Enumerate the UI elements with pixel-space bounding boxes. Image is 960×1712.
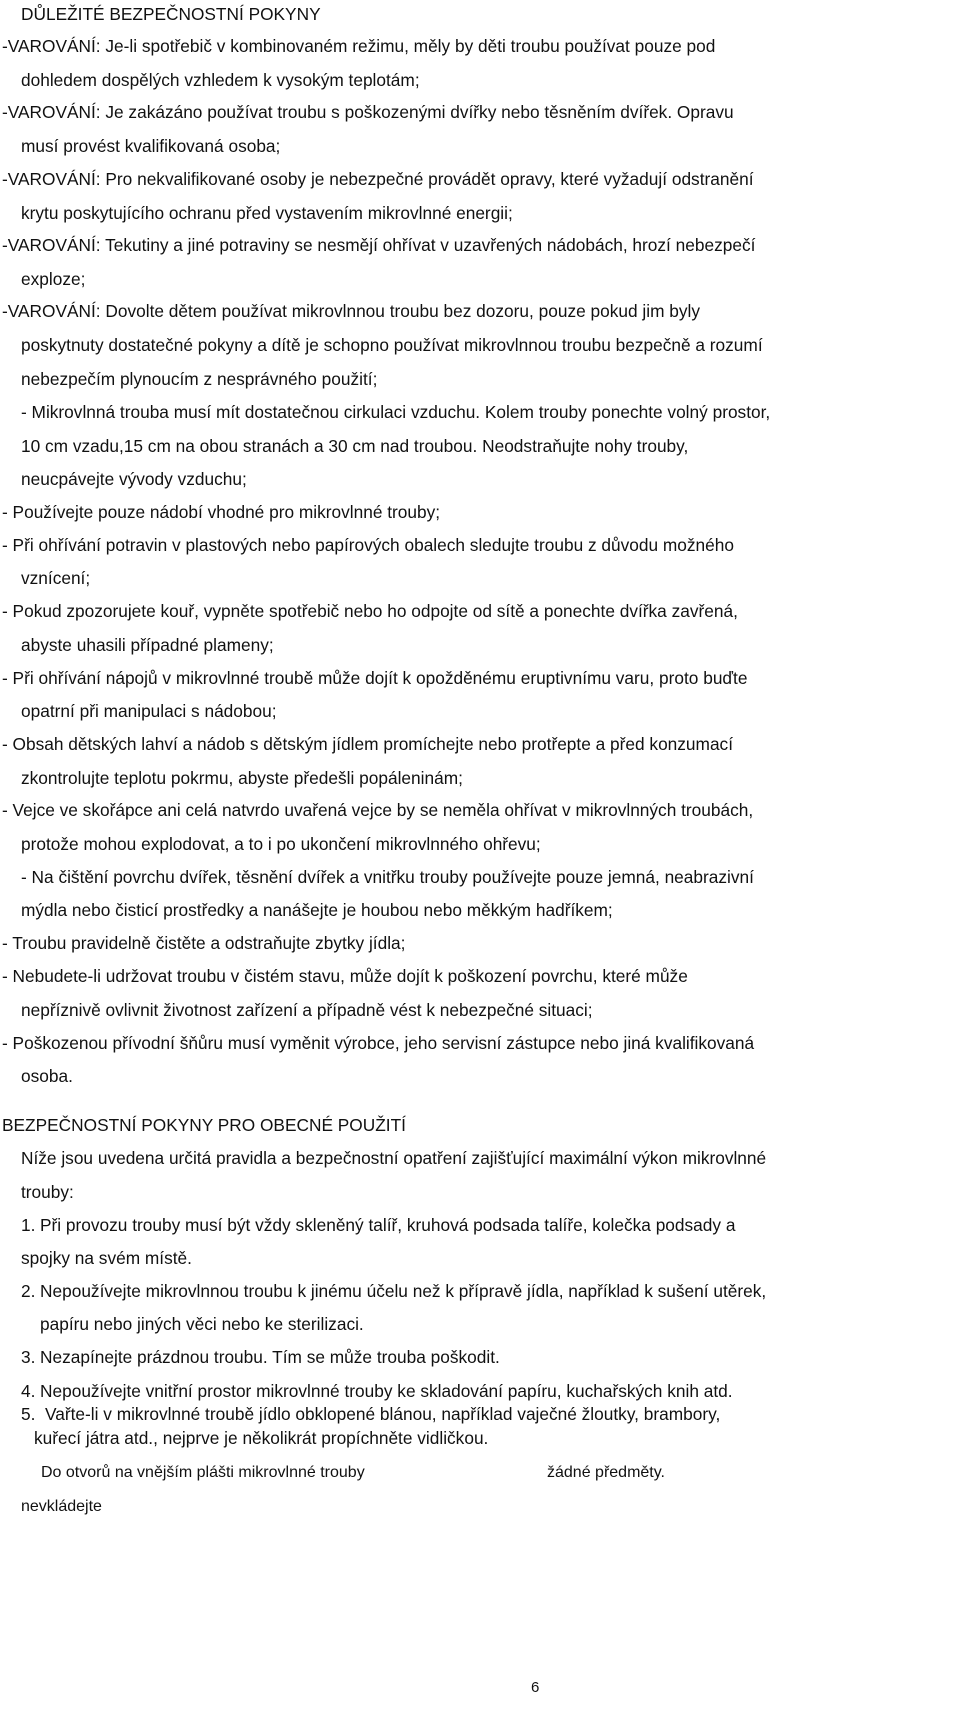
intro-line: Níže jsou uvedena určitá pravidla a bezpečnostní opatření zajišťující maximální výkon mikrovlnné bbox=[21, 1148, 767, 1168]
list-item-text: kuřecí játra atd., nejprve je několikrát propíchněte vidličkou. bbox=[34, 1428, 489, 1448]
text-line: - Troubu pravidelně čistěte a odstraňujte zbytky jídla; bbox=[2, 933, 406, 953]
text-line: zkontrolujte teplotu pokrmu, abyste předešli popáleninám; bbox=[21, 768, 463, 788]
text-line: abyste uhasili případné plameny; bbox=[21, 635, 274, 655]
list-item-number: 4. bbox=[21, 1381, 36, 1401]
text-line: exploze; bbox=[21, 269, 86, 289]
list-item-text: Nepoužívejte mikrovlnnou troubu k jinému účelu než k přípravě jídla, například k sušení utěrek, bbox=[40, 1281, 767, 1301]
note-text: žádné předměty. bbox=[547, 1464, 665, 1481]
text-line: mýdla nebo čisticí prostředky a nanášejte je houbou nebo měkkým hadříkem; bbox=[21, 900, 613, 920]
list-item-number: 2. bbox=[21, 1281, 36, 1301]
text-line: nepříznivě ovlivnit životnost zařízení a případně vést k nebezpečné situaci; bbox=[21, 1000, 593, 1020]
note-text: Do otvorů na vnějším plášti mikrovlnné trouby bbox=[41, 1464, 365, 1481]
text-line: -VAROVÁNÍ: Pro nekvalifikované osoby je nebezpečné provádět opravy, které vyžadují odstranění bbox=[2, 169, 754, 189]
list-item-number: 3. bbox=[21, 1347, 36, 1367]
list-item-text: spojky na svém místě. bbox=[21, 1248, 192, 1268]
text-line: dohledem dospělých vzhledem k vysokým teplotám; bbox=[21, 70, 420, 90]
list-item-number: 1. bbox=[21, 1215, 36, 1235]
text-line: 10 cm vzadu,15 cm na obou stranách a 30 cm nad troubou. Neodstraňujte nohy trouby, bbox=[21, 436, 689, 456]
list-item-text: Při provozu trouby musí být vždy skleněný talíř, kruhová podsada talíře, kolečka podsady a bbox=[40, 1215, 736, 1235]
page-number: 6 bbox=[531, 1679, 540, 1696]
text-line: -VAROVÁNÍ: Je zakázáno používat troubu s poškozenými dvířky nebo těsněním dvířek. Opravu bbox=[2, 102, 734, 122]
text-line: - Používejte pouze nádobí vhodné pro mikrovlnné trouby; bbox=[2, 502, 441, 522]
text-line: krytu poskytujícího ochranu před vystavením mikrovlnné energii; bbox=[21, 203, 513, 223]
text-line: - Obsah dětských lahví a nádob s dětským jídlem promíchejte nebo protřepte a před konzumací bbox=[2, 734, 733, 754]
text-line: - Při ohřívání nápojů v mikrovlnné troubě může dojít k opožděnému eruptivnímu varu, proto buďte bbox=[2, 668, 748, 688]
text-line: -VAROVÁNÍ: Dovolte dětem používat mikrovlnnou troubu bez dozoru, pouze pokud jim byly bbox=[2, 301, 700, 321]
text-line: protože mohou explodovat, a to i po ukončení mikrovlnného ohřevu; bbox=[21, 834, 541, 854]
text-line: - Nebudete-li udržovat troubu v čistém stavu, může dojít k poškození povrchu, které může bbox=[2, 966, 688, 986]
text-line: - Na čištění povrchu dvířek, těsnění dvířek a vnitřku trouby používejte pouze jemná, neabrazivní bbox=[21, 867, 754, 887]
text-line: osoba. bbox=[21, 1066, 73, 1086]
note-text: nevkládejte bbox=[21, 1498, 102, 1515]
section-heading-general-use: BEZPEČNOSTNÍ POKYNY PRO OBECNÉ POUŽITÍ bbox=[2, 1115, 406, 1135]
text-line: - Vejce ve skořápce ani celá natvrdo uvařená vejce by se neměla ohřívat v mikrovlnných troubách, bbox=[2, 800, 754, 820]
text-line: opatrní při manipulaci s nádobou; bbox=[21, 701, 277, 721]
text-line: neucpávejte vývody vzduchu; bbox=[21, 469, 247, 489]
text-line: - Mikrovlnná trouba musí mít dostatečnou cirkulaci vzduchu. Kolem trouby ponechte volný prostor, bbox=[21, 402, 771, 422]
text-line: poskytnuty dostatečné pokyny a dítě je schopno používat mikrovlnnou troubu bezpečně a rozumí bbox=[21, 335, 763, 355]
text-line: -VAROVÁNÍ: Tekutiny a jiné potraviny se nesmějí ohřívat v uzavřených nádobách, hrozí nebezpečí bbox=[2, 235, 756, 255]
section-heading-important-safety: DŮLEŽITÉ BEZPEČNOSTNÍ POKYNY bbox=[21, 4, 321, 24]
text-line: -VAROVÁNÍ: Je-li spotřebič v kombinovaném režimu, měly by děti troubu používat pouze pod bbox=[2, 36, 716, 56]
text-line: nebezpečím plynoucím z nesprávného použití; bbox=[21, 369, 378, 389]
text-line: - Pokud zpozorujete kouř, vypněte spotřebič nebo ho odpojte od sítě a ponechte dvířka zavřená, bbox=[2, 601, 738, 621]
text-line: - Při ohřívání potravin v plastových nebo papírových obalech sledujte troubu z důvodu možného bbox=[2, 535, 735, 555]
text-line: vznícení; bbox=[21, 568, 91, 588]
list-item-text: Nezapínejte prázdnou troubu. Tím se může trouba poškodit. bbox=[40, 1347, 500, 1367]
intro-line: trouby: bbox=[21, 1182, 74, 1202]
text-line: - Poškozenou přívodní šňůru musí vyměnit výrobce, jeho servisní zástupce nebo jiná kvalifikovaná bbox=[2, 1033, 755, 1053]
text-line: musí provést kvalifikovaná osoba; bbox=[21, 136, 281, 156]
list-item-text: Vařte-li v mikrovlnné troubě jídlo obklopené blánou, například vaječné žloutky, brambory, bbox=[45, 1404, 721, 1424]
list-item-text: papíru nebo jiných věci nebo ke sterilizaci. bbox=[40, 1314, 364, 1334]
list-item-number: 5. bbox=[21, 1404, 36, 1424]
list-item-text: Nepoužívejte vnitřní prostor mikrovlnné trouby ke skladování papíru, kuchařských knih atd. bbox=[40, 1381, 733, 1401]
